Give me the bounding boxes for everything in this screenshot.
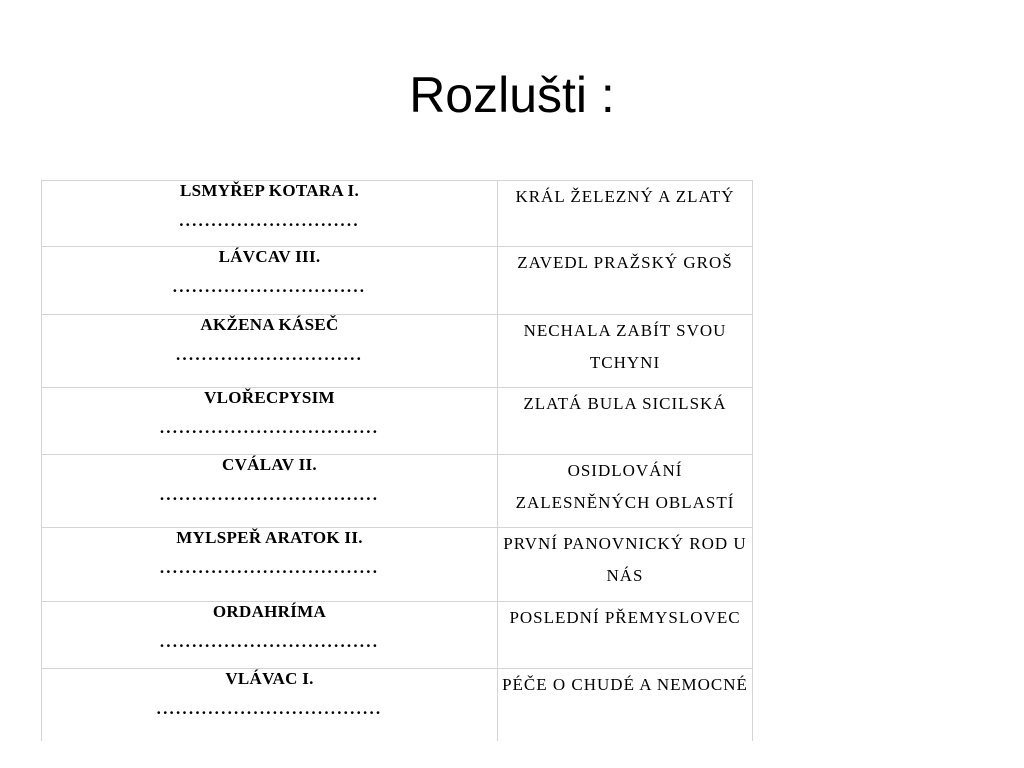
clue-cell: KRÁL ŽELEZNÝ A ZLATÝ [498,181,753,247]
clue-cell: ZAVEDL PRAŽSKÝ GROŠ [498,247,753,315]
clue-cell: ZLATÁ BULA SICILSKÁ [498,388,753,455]
scrambled-cell [42,247,498,315]
scrambled-name: MYLSPEŘ ARATOK II. [176,528,363,547]
clue-cell: NECHALA ZABÍT SVOU TCHYNI [498,315,753,388]
answer-blank: ................................... [156,699,383,718]
answer-blank: ............................. [175,345,364,364]
answer-blank: .................................. [159,418,380,437]
clue-cell: OSIDLOVÁNÍ ZALESNĚNÝCH OBLASTÍ [498,455,753,528]
table-row [42,528,753,602]
scrambled-cell [42,388,498,455]
answer-blank: .............................. [172,277,367,296]
clue-cell: PÉČE O CHUDÉ A NEMOCNÉ [498,669,753,741]
scrambled-name: ORDAHRÍMA [212,602,327,621]
clue-cell: POSLEDNÍ PŘEMYSLOVEC [498,602,753,669]
clue-cell: PRVNÍ PANOVNICKÝ ROD U NÁS [498,528,753,602]
table-row [42,669,753,741]
answer-blank: .................................. [159,632,380,651]
scrambled-name: AKŽENA KÁSEČ [200,315,339,334]
scrambled-name: LSMYŘEP KOTARA I. [179,181,360,200]
table-row [42,247,753,315]
scrambled-cell [42,602,498,669]
puzzle-table [41,180,753,741]
scrambled-cell [42,528,498,602]
table-row [42,181,753,247]
answer-blank: ............................ [179,211,360,230]
scrambled-name: CVÁLAV II. [222,455,317,474]
table-row [42,455,753,528]
scrambled-name: VLOŘECPYSIM [204,388,335,407]
table-row [42,315,753,388]
scrambled-cell [42,669,498,741]
scrambled-cell [42,455,498,528]
scrambled-cell [42,181,498,247]
scrambled-cell [42,315,498,388]
slide-title: Rozlušti : [409,67,615,123]
scrambled-name: LÁVCAV III. [218,247,321,266]
answer-blank: .................................. [159,485,380,504]
answer-blank: .................................. [159,558,380,577]
table-row [42,602,753,669]
scrambled-name: VLÁVAC I. [225,669,314,688]
table-row [42,388,753,455]
